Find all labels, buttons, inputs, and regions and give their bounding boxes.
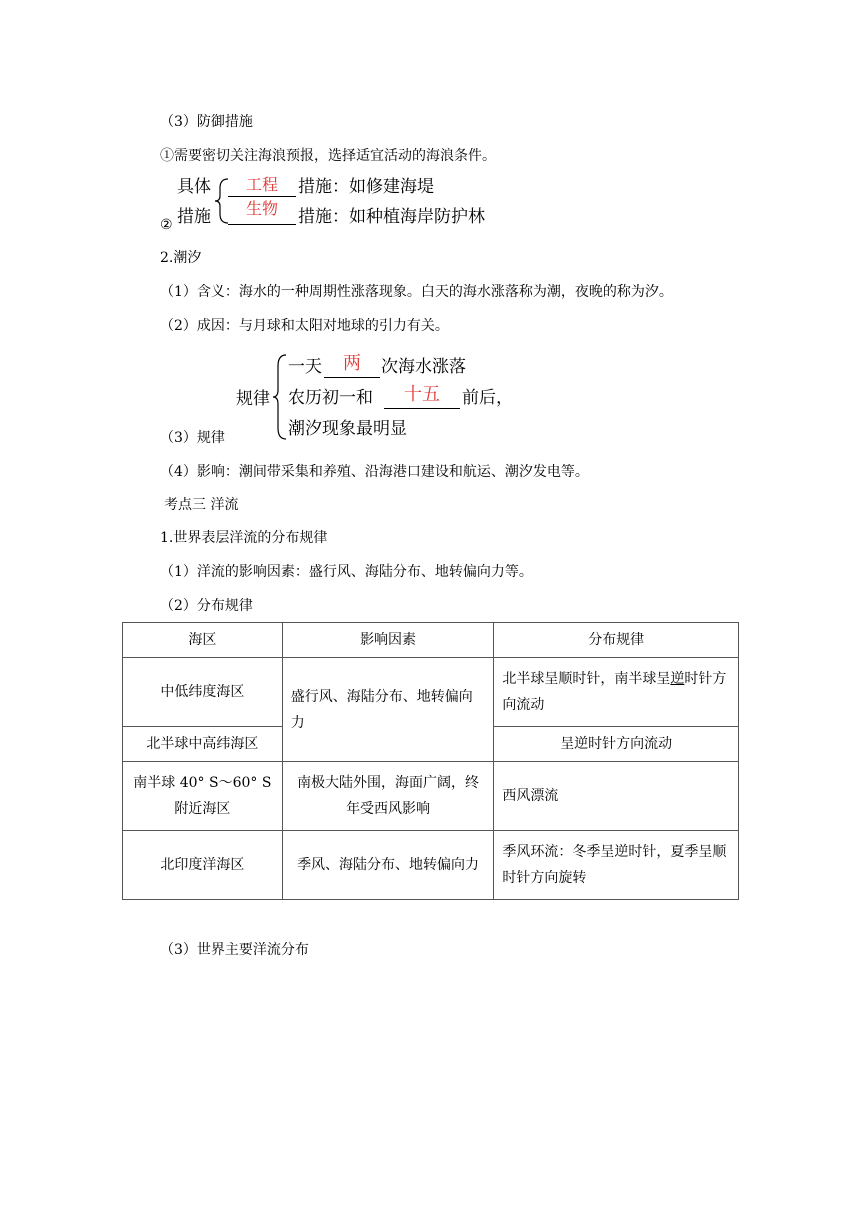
defense-row-2-text: 措施：如种植海岸防护林 [298,207,485,227]
defense-label-line2: 措施 [177,207,211,227]
tide-rule-3: 潮汐现象最明显 [288,419,407,439]
table-header-row [123,623,739,658]
defense-blank-1-answer: 工程 [245,175,278,194]
tide-meaning: （1）含义：海水的一种周期性涨落现象。白天的海水涨落称为潮，夜晚的称为汐。 [160,284,673,300]
table-cell-area: 南半球 40° S～60° S 附近海区 [123,762,283,831]
tide-rule-2-post: 前后， [462,388,513,408]
table-cell-factor: 盛行风、海陆分布、地转偏向力 [282,658,494,762]
tide-rule-2-answer: 十五 [404,384,440,405]
table-header-area: 海区 [123,623,283,658]
current-factors: （1）洋流的影响因素：盛行风、海陆分布、地转偏向力等。 [160,564,533,580]
current-distribution: （2）分布规律 [160,598,253,614]
table-row [123,658,739,727]
table-cell-area: 中低纬度海区 [123,658,283,727]
tide-cause: （2）成因：与月球和太阳对地球的引力有关。 [160,318,449,334]
tide-rule-2-blank-line [384,408,460,409]
tide-rule-1-blank-line [324,377,380,378]
table-cell-area: 北半球中高纬海区 [123,727,283,762]
tide-rule-1-pre: 一天 [288,357,322,377]
tide-rule-1-post: 次海水涨落 [381,357,466,377]
current-table [122,622,739,900]
table-header-factor: 影响因素 [282,623,494,658]
table-header-rule: 分布规律 [494,623,739,658]
rule-text-b: 时针方向流动 [502,671,727,713]
table-row [123,831,739,900]
defense-item-1: ①需要密切关注海浪预报，选择适宜活动的海浪条件。 [160,148,496,164]
table-cell-rule [494,658,739,727]
defense-blank-1-line [228,196,296,197]
defense-blank-2-line [228,224,296,225]
table-cell-rule: 西风漂流 [494,762,739,831]
defense-row-1-text: 措施：如修建海堤 [298,177,434,197]
rule-text-a: 北半球呈顺时针，南半球呈 [502,671,671,687]
table-row [123,762,739,831]
current-section-title: 考点三 洋流 [164,497,239,513]
tide-brace-icon [272,354,288,440]
table-cell-rule: 季风环流：冬季呈逆时针，夏季呈顺时针方向旋转 [494,831,739,900]
tide-impact: （4）影响：潮间带采集和养殖、沿海港口建设和航运、潮汐发电等。 [160,464,589,480]
tide-rules-heading: （3）规律 [160,430,225,446]
defense-heading: （3）防御措施 [160,114,253,130]
current-sub-1: 1.世界表层洋流的分布规律 [160,530,328,546]
defense-label-line1: 具体 [177,177,211,197]
table-cell-factor: 季风、海陆分布、地转偏向力 [282,831,494,900]
tide-rule-2-pre: 农历初一和 [288,388,373,408]
current-world: （3）世界主要洋流分布 [160,942,309,958]
rule-text-underlined: 逆 [670,671,685,687]
tide-heading: 2.潮汐 [160,250,202,266]
defense-blank-2-answer: 生物 [245,199,278,218]
tide-rules-label: 规律 [236,389,270,409]
defense-item-2-marker: ② [160,217,173,233]
table-cell-factor: 南极大陆外围，海面广阔，终年受西风影响 [282,762,494,831]
table-cell-area: 北印度洋海区 [123,831,283,900]
tide-rule-1-answer: 两 [343,353,361,374]
table-cell-rule: 呈逆时针方向流动 [494,727,739,762]
